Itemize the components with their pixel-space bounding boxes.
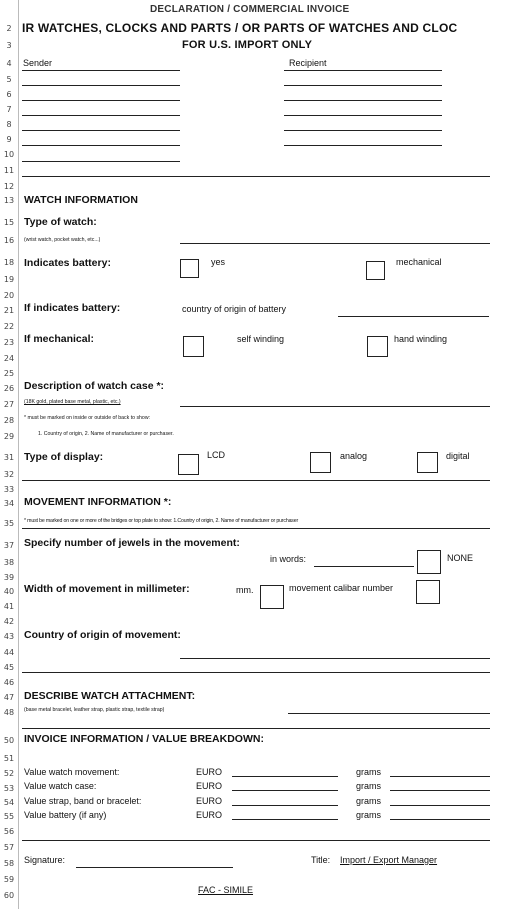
row-number: 48 [3, 708, 15, 717]
sender-line[interactable] [22, 130, 180, 131]
row-number: 47 [3, 693, 15, 702]
row-number: 11 [3, 166, 15, 175]
recipient-line[interactable] [284, 130, 442, 131]
case-note-detail: 1. Country of origin, 2. Name of manufacturer or purchaser. [38, 431, 174, 437]
import-notice: FOR U.S. IMPORT ONLY [182, 39, 313, 51]
value-strap-grams-field[interactable] [390, 805, 490, 806]
sender-line[interactable] [22, 100, 180, 101]
movement-info-heading: MOVEMENT INFORMATION *: [24, 496, 172, 508]
watch-type-label: Type of watch: [24, 216, 97, 228]
row-number: 43 [3, 632, 15, 641]
row-number: 54 [3, 798, 15, 807]
section-divider [22, 480, 490, 481]
if-mechanical-label: If mechanical: [24, 333, 95, 345]
calibar-input-box[interactable] [416, 580, 440, 604]
row-number: 45 [3, 663, 15, 672]
row-number: 24 [3, 354, 15, 363]
mechanical-checkbox[interactable] [366, 261, 385, 280]
row-number: 29 [3, 432, 15, 441]
row-number: 8 [6, 120, 12, 129]
row-number: 23 [3, 338, 15, 347]
value-movement-currency: EURO [196, 767, 223, 777]
sender-line[interactable] [22, 161, 180, 162]
self-winding-checkbox[interactable] [183, 336, 204, 357]
display-type-label: Type of display: [24, 451, 104, 463]
row-number: 22 [3, 322, 15, 331]
row-number: 34 [3, 499, 15, 508]
sender-line[interactable] [22, 145, 180, 146]
row-number: 13 [3, 196, 15, 205]
lcd-label: LCD [207, 450, 226, 460]
width-label: Width of movement in millimeter: [24, 583, 190, 595]
watch-type-hint: (wrist watch, pocket watch, etc...) [24, 237, 101, 243]
row-number: 51 [3, 754, 15, 763]
row-number: 39 [3, 573, 15, 582]
row-number: 42 [3, 617, 15, 626]
hand-winding-checkbox[interactable] [367, 336, 388, 357]
value-movement-label: Value watch movement: [24, 767, 120, 777]
row-number: 46 [3, 678, 15, 687]
value-movement-field[interactable] [232, 776, 338, 777]
analog-checkbox[interactable] [310, 452, 331, 473]
row-number: 3 [6, 41, 12, 50]
value-case-grams-field[interactable] [390, 790, 490, 791]
mm-label: mm. [236, 585, 254, 595]
row-number: 55 [3, 812, 15, 821]
row-number: 20 [3, 291, 15, 300]
row-number: 25 [3, 369, 15, 378]
row-number: 33 [3, 485, 15, 494]
case-description-label: Description of watch case *: [24, 380, 165, 392]
movement-origin-field[interactable] [180, 658, 490, 659]
row-number: 16 [3, 236, 15, 245]
row-number: 41 [3, 602, 15, 611]
title-value: Import / Export Manager [340, 855, 438, 865]
row-number: 19 [3, 275, 15, 284]
movement-origin-field-2[interactable] [22, 672, 490, 673]
row-number: 59 [3, 875, 15, 884]
value-case-field[interactable] [232, 790, 338, 791]
value-case-grams: grams [356, 781, 382, 791]
section-divider [22, 728, 490, 729]
row-number: 35 [3, 519, 15, 528]
row-number: 12 [3, 182, 15, 191]
sender-line[interactable] [22, 70, 180, 71]
digital-label: digital [446, 451, 470, 461]
row-number: 18 [3, 258, 15, 267]
invoice-heading: INVOICE INFORMATION / VALUE BREAKDOWN: [24, 733, 264, 745]
value-battery-grams: grams [356, 810, 382, 820]
sender-line[interactable] [22, 115, 180, 116]
value-case-currency: EURO [196, 781, 223, 791]
row-number: 38 [3, 558, 15, 567]
facsimile-label: FAC - SIMILE [198, 885, 254, 895]
battery-yes-label: yes [211, 257, 226, 267]
value-strap-label: Value strap, band or bracelet: [24, 796, 142, 806]
value-strap-grams: grams [356, 796, 382, 806]
recipient-line[interactable] [284, 85, 442, 86]
value-movement-grams: grams [356, 767, 382, 777]
row-number: 2 [6, 24, 12, 33]
battery-label: Indicates battery: [24, 257, 111, 269]
value-case-label: Value watch case: [24, 781, 97, 791]
row-number: 50 [3, 736, 15, 745]
section-divider [22, 176, 490, 177]
sender-label: Sender [23, 58, 53, 68]
value-battery-field[interactable] [232, 819, 338, 820]
case-hint: (18K gold, plated base metal, plastic, etc.) [24, 399, 121, 405]
recipient-line[interactable] [284, 70, 442, 71]
watch-info-heading: WATCH INFORMATION [24, 194, 138, 206]
movement-origin-label: Country of origin of movement: [24, 629, 181, 641]
attachment-hint: (base metal bracelet, leather strap, plastic strap, textile strap) [24, 707, 165, 713]
row-number: 27 [3, 400, 15, 409]
recipient-line[interactable] [284, 145, 442, 146]
value-battery-currency: EURO [196, 810, 223, 820]
section-divider [22, 840, 490, 841]
row-number: 10 [3, 150, 15, 159]
none-label: NONE [447, 553, 474, 563]
battery-origin-label: country of origin of battery [182, 304, 287, 314]
row-number: 15 [3, 218, 15, 227]
analog-label: analog [340, 451, 368, 461]
hand-winding-label: hand winding [394, 334, 448, 344]
digital-checkbox[interactable] [417, 452, 438, 473]
title-label: Title: [311, 855, 331, 865]
case-note: * must be marked on inside or outside of back to show: [24, 415, 151, 421]
row-number: 58 [3, 859, 15, 868]
movement-note: * must be marked on one or more of the bridges or top plate to show: 1.Country of origin, 2. Name of manufacturer or purchaser [24, 518, 299, 524]
width-input-box[interactable] [260, 585, 284, 609]
row-number: 44 [3, 648, 15, 657]
self-winding-label: self winding [237, 334, 285, 344]
row-number: 32 [3, 470, 15, 479]
row-number: 57 [3, 843, 15, 852]
row-number: 9 [6, 135, 12, 144]
watch-type-field[interactable] [180, 243, 490, 244]
jewels-words-field[interactable] [314, 566, 414, 567]
in-words-label: in words: [270, 554, 307, 564]
attachment-heading: DESCRIBE WATCH ATTACHMENT: [24, 690, 196, 702]
row-number: 40 [3, 587, 15, 596]
value-battery-grams-field[interactable] [390, 819, 490, 820]
recipient-line[interactable] [284, 100, 442, 101]
document-subtitle: IR WATCHES, CLOCKS AND PARTS / OR PARTS OF WATCHES AND CLOC [22, 21, 458, 35]
battery-yes-checkbox[interactable] [180, 259, 199, 278]
signature-field[interactable] [76, 867, 233, 868]
row-number: 4 [6, 59, 12, 68]
none-checkbox[interactable] [417, 550, 441, 574]
value-strap-currency: EURO [196, 796, 223, 806]
document-title: DECLARATION / COMMERCIAL INVOICE [150, 4, 350, 15]
mechanical-label: mechanical [396, 257, 442, 267]
row-number: 28 [3, 416, 15, 425]
row-number: 31 [3, 453, 15, 462]
jewels-label: Specify number of jewels in the movement: [24, 537, 240, 549]
recipient-label: Recipient [289, 58, 327, 68]
attachment-field[interactable] [288, 713, 490, 714]
case-field[interactable] [180, 406, 490, 407]
row-number: 26 [3, 384, 15, 393]
lcd-checkbox[interactable] [178, 454, 199, 475]
row-number: 56 [3, 827, 15, 836]
recipient-line[interactable] [284, 115, 442, 116]
section-divider [22, 528, 490, 529]
row-number: 60 [3, 891, 15, 900]
calibar-label: movement calibar number [289, 583, 394, 593]
row-number: 37 [3, 541, 15, 550]
if-battery-label: If indicates battery: [24, 302, 121, 314]
row-number: 6 [6, 90, 12, 99]
row-number: 53 [3, 784, 15, 793]
row-gutter [18, 0, 19, 909]
battery-origin-field[interactable] [338, 316, 489, 317]
row-number: 21 [3, 306, 15, 315]
value-strap-field[interactable] [232, 805, 338, 806]
value-movement-grams-field[interactable] [390, 776, 490, 777]
signature-label: Signature: [24, 855, 66, 865]
sender-line[interactable] [22, 85, 180, 86]
value-battery-label: Value battery (if any) [24, 810, 107, 820]
row-number: 7 [6, 105, 12, 114]
row-number: 5 [6, 75, 12, 84]
row-number: 52 [3, 769, 15, 778]
